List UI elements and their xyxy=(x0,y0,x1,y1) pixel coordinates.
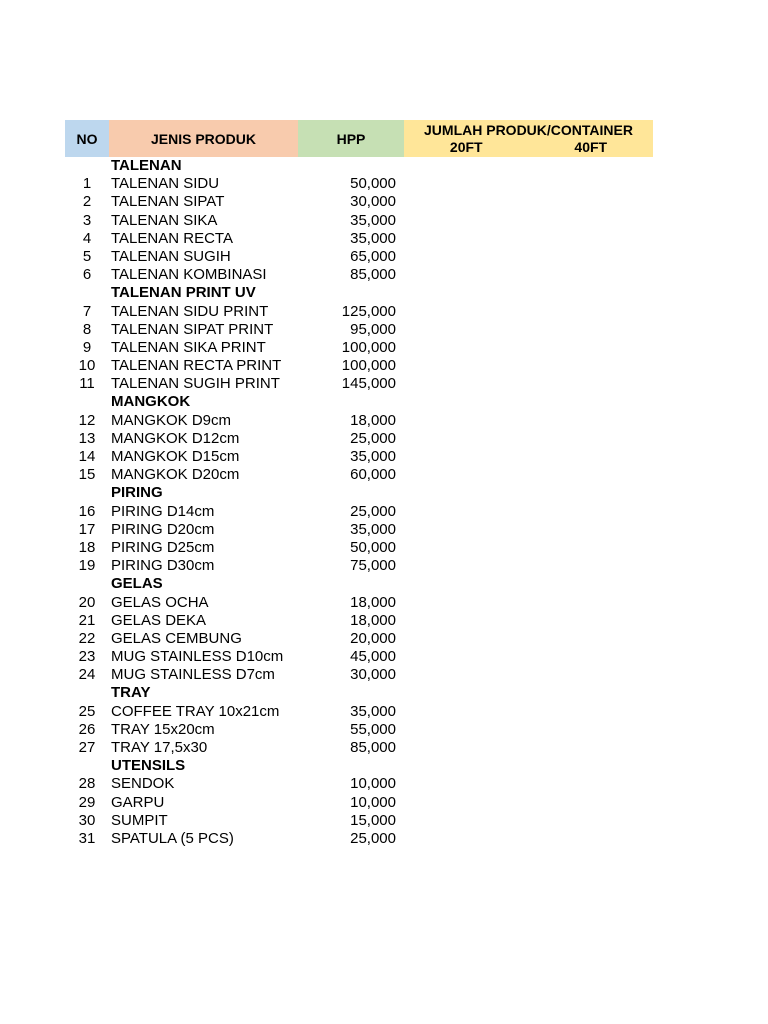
cell-no xyxy=(65,684,109,702)
cell-hpp: 25,000 xyxy=(350,429,396,447)
cell-no: 17 xyxy=(78,520,96,538)
category-row xyxy=(65,393,653,411)
cell-hpp: 125,000 xyxy=(341,302,396,320)
cell-hpp: 30,000 xyxy=(350,666,396,684)
cell-product-name: GELAS OCHA xyxy=(111,593,209,611)
cell-product-name: COFFEE TRAY 10x21cm xyxy=(111,702,280,720)
cell-hpp: 18,000 xyxy=(350,611,396,629)
table-row xyxy=(65,812,653,830)
table-row xyxy=(65,721,653,739)
table-row xyxy=(65,703,653,721)
cell-no xyxy=(65,484,109,502)
cell-product-name: TALENAN SUGIH PRINT xyxy=(111,375,280,393)
cell-product-name: SENDOK xyxy=(111,775,175,793)
category-name: TRAY xyxy=(111,684,151,702)
table-row xyxy=(65,794,653,812)
table-row xyxy=(65,412,653,430)
cell-product-name: MANGKOK D9cm xyxy=(111,411,232,429)
category-row xyxy=(65,484,653,502)
table-row xyxy=(65,193,653,211)
cell-no: 26 xyxy=(78,720,96,738)
category-name: TALENAN PRINT UV xyxy=(111,284,256,302)
cell-product-name: TALENAN KOMBINASI xyxy=(111,266,267,284)
cell-product-name: MANGKOK D20cm xyxy=(111,466,240,484)
cell-hpp: 35,000 xyxy=(350,520,396,538)
cell-product-name: SPATULA (5 PCS) xyxy=(111,829,234,847)
cell-product-name: GELAS CEMBUNG xyxy=(111,629,242,647)
table-body xyxy=(65,157,653,848)
cell-no: 18 xyxy=(78,538,96,556)
cell-hpp: 35,000 xyxy=(350,211,396,229)
cell-no: 1 xyxy=(82,175,92,193)
cell-no: 29 xyxy=(78,793,96,811)
cell-hpp: 50,000 xyxy=(350,175,396,193)
cell-no: 23 xyxy=(78,648,96,666)
cell-hpp: 85,000 xyxy=(350,266,396,284)
cell-no xyxy=(65,157,109,175)
cell-no: 28 xyxy=(78,775,96,793)
cell-hpp: 100,000 xyxy=(341,357,396,375)
cell-no: 3 xyxy=(82,211,92,229)
cell-hpp xyxy=(298,575,396,593)
cell-product-name: TALENAN SIPAT PRINT xyxy=(111,320,274,338)
header-container-sizes xyxy=(404,139,653,156)
table-row xyxy=(65,321,653,339)
cell-hpp: 65,000 xyxy=(350,247,396,265)
category-row xyxy=(65,757,653,775)
table-row xyxy=(65,666,653,684)
header-20ft: 20FT xyxy=(449,138,483,155)
cell-hpp: 145,000 xyxy=(341,375,396,393)
table-row xyxy=(65,830,653,848)
cell-no xyxy=(65,575,109,593)
cell-hpp: 55,000 xyxy=(350,720,396,738)
cell-hpp xyxy=(298,757,396,775)
header-40ft: 40FT xyxy=(574,138,608,155)
table-row xyxy=(65,557,653,575)
category-row xyxy=(65,575,653,593)
cell-product-name: TALENAN SIDU PRINT xyxy=(111,302,269,320)
header-no: NO xyxy=(65,120,109,157)
cell-product-name: TALENAN SIKA xyxy=(111,211,218,229)
cell-product-name: MUG STAINLESS D7cm xyxy=(111,666,275,684)
cell-no: 22 xyxy=(78,629,96,647)
cell-product-name: GARPU xyxy=(111,793,165,811)
cell-hpp: 100,000 xyxy=(341,338,396,356)
cell-product-name: TALENAN SIDU xyxy=(111,175,220,193)
header-hpp: HPP xyxy=(298,120,404,157)
product-cost-table xyxy=(65,120,653,848)
cell-no: 10 xyxy=(78,357,96,375)
table-row xyxy=(65,303,653,321)
cell-hpp: 15,000 xyxy=(350,811,396,829)
cell-no: 6 xyxy=(82,266,92,284)
table-row xyxy=(65,448,653,466)
category-name: TALENAN xyxy=(111,157,182,174)
category-row xyxy=(65,157,653,175)
table-row xyxy=(65,430,653,448)
cell-product-name: TALENAN SUGIH xyxy=(111,247,231,265)
cell-no: 25 xyxy=(78,702,96,720)
cell-product-name: PIRING D20cm xyxy=(111,520,215,538)
cell-product-name: TALENAN SIPAT xyxy=(111,193,225,211)
cell-product-name: PIRING D14cm xyxy=(111,502,215,520)
cell-no: 11 xyxy=(79,375,95,393)
cell-hpp xyxy=(298,284,396,302)
cell-hpp: 95,000 xyxy=(350,320,396,338)
cell-hpp: 35,000 xyxy=(350,229,396,247)
table-row xyxy=(65,648,653,666)
cell-hpp: 18,000 xyxy=(350,593,396,611)
cell-product-name: PIRING D25cm xyxy=(111,538,215,556)
table-row xyxy=(65,212,653,230)
cell-hpp xyxy=(298,484,396,502)
cell-hpp: 25,000 xyxy=(350,502,396,520)
table-row xyxy=(65,248,653,266)
cell-product-name: MANGKOK D15cm xyxy=(111,448,240,465)
cell-hpp: 45,000 xyxy=(350,648,396,666)
cell-hpp: 60,000 xyxy=(350,466,396,484)
table-row xyxy=(65,266,653,284)
category-name: MANGKOK xyxy=(111,393,191,411)
cell-product-name: MUG STAINLESS D10cm xyxy=(111,648,284,666)
cell-hpp: 30,000 xyxy=(350,193,396,211)
category-name: PIRING xyxy=(111,484,163,502)
table-row xyxy=(65,612,653,630)
cell-hpp: 18,000 xyxy=(350,411,396,429)
cell-hpp: 10,000 xyxy=(350,793,396,811)
cell-hpp xyxy=(298,157,396,175)
category-row xyxy=(65,684,653,702)
cell-no: 12 xyxy=(78,411,96,429)
cell-product-name: PIRING D30cm xyxy=(111,557,215,575)
cell-no: 16 xyxy=(78,502,96,520)
cell-no: 8 xyxy=(82,320,92,338)
cell-product-name: GELAS DEKA xyxy=(111,611,207,629)
cell-no: 20 xyxy=(78,593,96,611)
cell-product-name: TALENAN SIKA PRINT xyxy=(111,338,266,356)
category-name: UTENSILS xyxy=(111,757,186,775)
category-row xyxy=(65,284,653,302)
cell-product-name: SUMPIT xyxy=(111,811,168,829)
cell-no xyxy=(65,284,109,302)
table-row xyxy=(65,739,653,757)
cell-hpp: 75,000 xyxy=(350,557,396,575)
table-row xyxy=(65,594,653,612)
cell-no: 27 xyxy=(78,739,96,756)
cell-no: 21 xyxy=(78,611,96,629)
table-row xyxy=(65,357,653,375)
table-row xyxy=(65,503,653,521)
cell-no: 31 xyxy=(78,829,96,847)
header-jumlah-produk-container xyxy=(404,120,653,157)
table-header xyxy=(65,120,653,157)
header-jenis-produk: JENIS PRODUK xyxy=(109,120,298,157)
cell-hpp xyxy=(298,684,396,702)
header-jumlah-label: JUMLAH PRODUK/CONTAINER xyxy=(424,121,633,138)
cell-hpp: 20,000 xyxy=(350,629,396,647)
cell-no: 19 xyxy=(78,557,96,575)
cell-no: 24 xyxy=(78,666,96,684)
table-row xyxy=(65,630,653,648)
cell-no xyxy=(65,393,109,411)
table-row xyxy=(65,539,653,557)
cell-no: 9 xyxy=(82,338,92,356)
cell-hpp: 35,000 xyxy=(350,702,396,720)
table-row xyxy=(65,339,653,357)
cell-no: 2 xyxy=(82,193,92,211)
cell-hpp: 35,000 xyxy=(350,448,396,465)
table-row xyxy=(65,230,653,248)
category-name: GELAS xyxy=(111,575,163,593)
cell-product-name: TRAY 17,5x30 xyxy=(111,739,208,756)
cell-no: 14 xyxy=(78,448,96,465)
cell-no xyxy=(65,757,109,775)
cell-no: 13 xyxy=(78,429,96,447)
cell-no: 4 xyxy=(82,229,92,247)
cell-no: 15 xyxy=(78,466,96,484)
cell-product-name: TALENAN RECTA xyxy=(111,229,233,247)
cell-no: 7 xyxy=(82,302,92,320)
cell-hpp: 25,000 xyxy=(350,829,396,847)
cell-hpp: 10,000 xyxy=(350,775,396,793)
cell-hpp: 85,000 xyxy=(350,739,396,756)
table-row xyxy=(65,775,653,793)
cell-product-name: MANGKOK D12cm xyxy=(111,429,240,447)
cell-product-name: TRAY 15x20cm xyxy=(111,720,215,738)
table-row xyxy=(65,175,653,193)
table-row xyxy=(65,466,653,484)
cell-product-name: TALENAN RECTA PRINT xyxy=(111,357,282,375)
cell-no: 5 xyxy=(82,247,92,265)
cell-hpp: 50,000 xyxy=(350,538,396,556)
table-row xyxy=(65,375,653,393)
cell-hpp xyxy=(298,393,396,411)
table-row xyxy=(65,521,653,539)
cell-no: 30 xyxy=(78,811,96,829)
